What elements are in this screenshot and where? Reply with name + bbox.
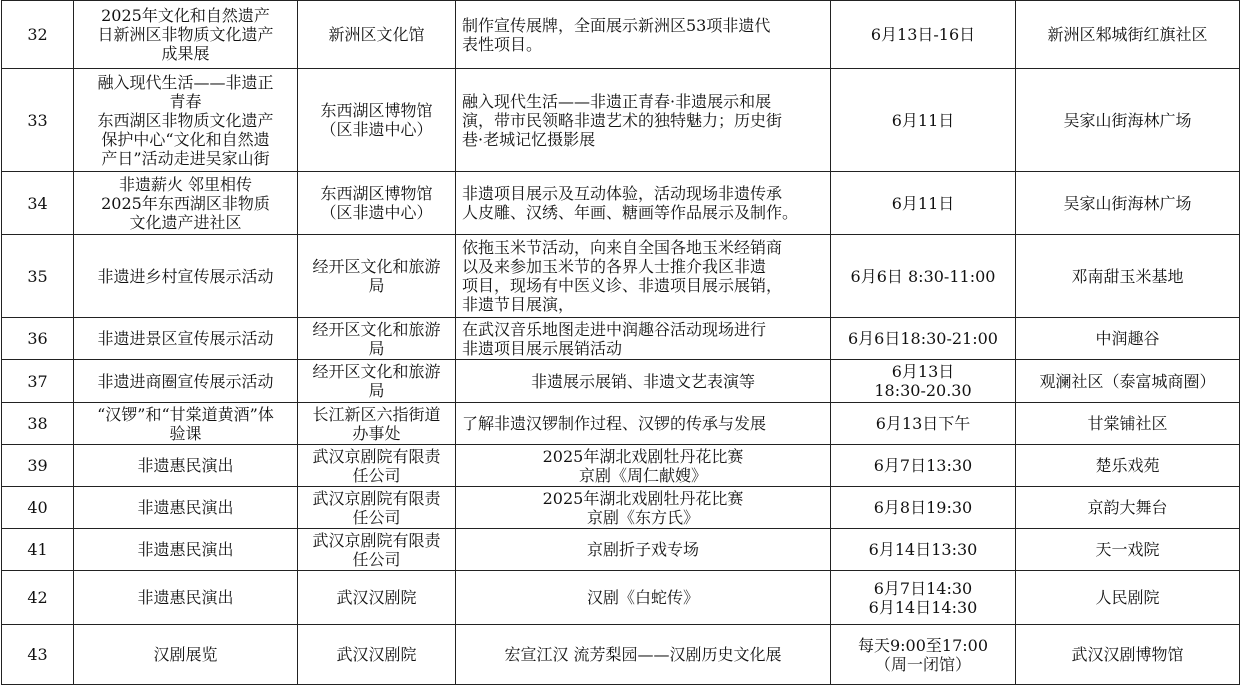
event-name-cell: 融入现代生活——非遗正 青春 东西湖区非物质文化遗产 保护中心“文化和自然遗 产日”活动走进吴家山街 (74, 69, 298, 172)
row-number-cell: 41 (2, 529, 74, 571)
table-row (2, 360, 1240, 403)
organizer-cell: 经开区文化和旅游 局 (298, 360, 456, 403)
table-row (2, 487, 1240, 529)
event-name-cell: “汉锣”和“甘棠道黄酒”体 验课 (74, 403, 298, 445)
event-name-cell: 非遗惠民演出 (74, 571, 298, 625)
event-name-cell: 非遗惠民演出 (74, 487, 298, 529)
table-row (2, 445, 1240, 487)
event-time-cell: 6月11日 (831, 172, 1016, 235)
event-time-cell: 6月14日13:30 (831, 529, 1016, 571)
organizer-cell: 武汉京剧院有限责 任公司 (298, 445, 456, 487)
organizer-cell: 武汉京剧院有限责 任公司 (298, 487, 456, 529)
row-number-cell: 40 (2, 487, 74, 529)
table-row (2, 529, 1240, 571)
event-time-cell: 6月13日下午 (831, 403, 1016, 445)
table-row (2, 571, 1240, 625)
organizer-cell: 经开区文化和旅游 局 (298, 235, 456, 318)
events-table-body (2, 1, 1240, 685)
event-place-cell: 吴家山街海林广场 (1016, 69, 1240, 172)
event-place-cell: 天一戏院 (1016, 529, 1240, 571)
event-content-cell: 了解非遗汉锣制作过程、汉锣的传承与发展 (456, 403, 831, 445)
event-time-cell: 6月7日13:30 (831, 445, 1016, 487)
event-content-cell: 非遗项目展示及互动体验，活动现场非遗传承 人皮雕、汉绣、年画、糖画等作品展示及制作。 (456, 172, 831, 235)
event-name-cell: 非遗进商圈宣传展示活动 (74, 360, 298, 403)
row-number-cell: 35 (2, 235, 74, 318)
table-row (2, 318, 1240, 360)
row-number-cell: 43 (2, 625, 74, 685)
event-time-cell: 6月6日 8:30-11:00 (831, 235, 1016, 318)
event-place-cell: 武汉汉剧博物馆 (1016, 625, 1240, 685)
table-row (2, 1, 1240, 69)
event-time-cell: 6月13日 18:30-20.30 (831, 360, 1016, 403)
event-content-cell: 2025年湖北戏剧牡丹花比赛 京剧《东方氏》 (456, 487, 831, 529)
event-name-cell: 非遗惠民演出 (74, 445, 298, 487)
event-time-cell: 6月13日-16日 (831, 1, 1016, 69)
events-table (1, 0, 1240, 685)
event-place-cell: 吴家山街海林广场 (1016, 172, 1240, 235)
row-number-cell: 38 (2, 403, 74, 445)
event-name-cell: 汉剧展览 (74, 625, 298, 685)
organizer-cell: 武汉汉剧院 (298, 625, 456, 685)
event-name-cell: 非遗惠民演出 (74, 529, 298, 571)
event-time-cell: 6月7日14:30 6月14日14:30 (831, 571, 1016, 625)
row-number-cell: 42 (2, 571, 74, 625)
event-content-cell: 在武汉音乐地图走进中润趣谷活动现场进行 非遗项目展示展销活动 (456, 318, 831, 360)
organizer-cell: 东西湖区博物馆 （区非遗中心） (298, 69, 456, 172)
event-time-cell: 每天9:00至17:00 （周一闭馆） (831, 625, 1016, 685)
table-row (2, 235, 1240, 318)
organizer-cell: 长江新区六指街道 办事处 (298, 403, 456, 445)
event-content-cell: 制作宣传展牌，全面展示新洲区53项非遗代 表性项目。 (456, 1, 831, 69)
table-row (2, 172, 1240, 235)
event-time-cell: 6月11日 (831, 69, 1016, 172)
table-row (2, 625, 1240, 685)
event-time-cell: 6月6日18:30-21:00 (831, 318, 1016, 360)
event-time-cell: 6月8日19:30 (831, 487, 1016, 529)
table-row (2, 403, 1240, 445)
organizer-cell: 经开区文化和旅游 局 (298, 318, 456, 360)
event-content-cell: 京剧折子戏专场 (456, 529, 831, 571)
event-name-cell: 2025年文化和自然遗产 日新洲区非物质文化遗产 成果展 (74, 1, 298, 69)
event-place-cell: 观澜社区（泰富城商圈） (1016, 360, 1240, 403)
row-number-cell: 39 (2, 445, 74, 487)
event-content-cell: 融入现代生活——非遗正青春·非遗展示和展 演，带市民领略非遗艺术的独特魅力；历史街 巷·老城记忆摄影展 (456, 69, 831, 172)
event-name-cell: 非遗进景区宣传展示活动 (74, 318, 298, 360)
event-place-cell: 新洲区邾城街红旗社区 (1016, 1, 1240, 69)
row-number-cell: 33 (2, 69, 74, 172)
event-place-cell: 中润趣谷 (1016, 318, 1240, 360)
event-content-cell: 汉剧《白蛇传》 (456, 571, 831, 625)
row-number-cell: 32 (2, 1, 74, 69)
event-place-cell: 甘棠铺社区 (1016, 403, 1240, 445)
event-content-cell: 非遗展示展销、非遗文艺表演等 (456, 360, 831, 403)
table-row (2, 69, 1240, 172)
organizer-cell: 武汉京剧院有限责 任公司 (298, 529, 456, 571)
organizer-cell: 新洲区文化馆 (298, 1, 456, 69)
event-content-cell: 依拖玉米节活动，向来自全国各地玉米经销商 以及来参加玉米节的各界人士推介我区非遗 项目，现场有中医义诊、非遗项目展示展销， 非遗节目展演， (456, 235, 831, 318)
event-place-cell: 京韵大舞台 (1016, 487, 1240, 529)
organizer-cell: 武汉汉剧院 (298, 571, 456, 625)
row-number-cell: 36 (2, 318, 74, 360)
event-content-cell: 2025年湖北戏剧牡丹花比赛 京剧《周仁献嫂》 (456, 445, 831, 487)
event-name-cell: 非遗进乡村宣传展示活动 (74, 235, 298, 318)
event-place-cell: 楚乐戏苑 (1016, 445, 1240, 487)
organizer-cell: 东西湖区博物馆 （区非遗中心） (298, 172, 456, 235)
event-content-cell: 宏宣江汉 流芳梨园——汉剧历史文化展 (456, 625, 831, 685)
row-number-cell: 34 (2, 172, 74, 235)
event-place-cell: 邓南甜玉米基地 (1016, 235, 1240, 318)
event-place-cell: 人民剧院 (1016, 571, 1240, 625)
row-number-cell: 37 (2, 360, 74, 403)
event-name-cell: 非遗薪火 邻里相传 2025年东西湖区非物质 文化遗产进社区 (74, 172, 298, 235)
